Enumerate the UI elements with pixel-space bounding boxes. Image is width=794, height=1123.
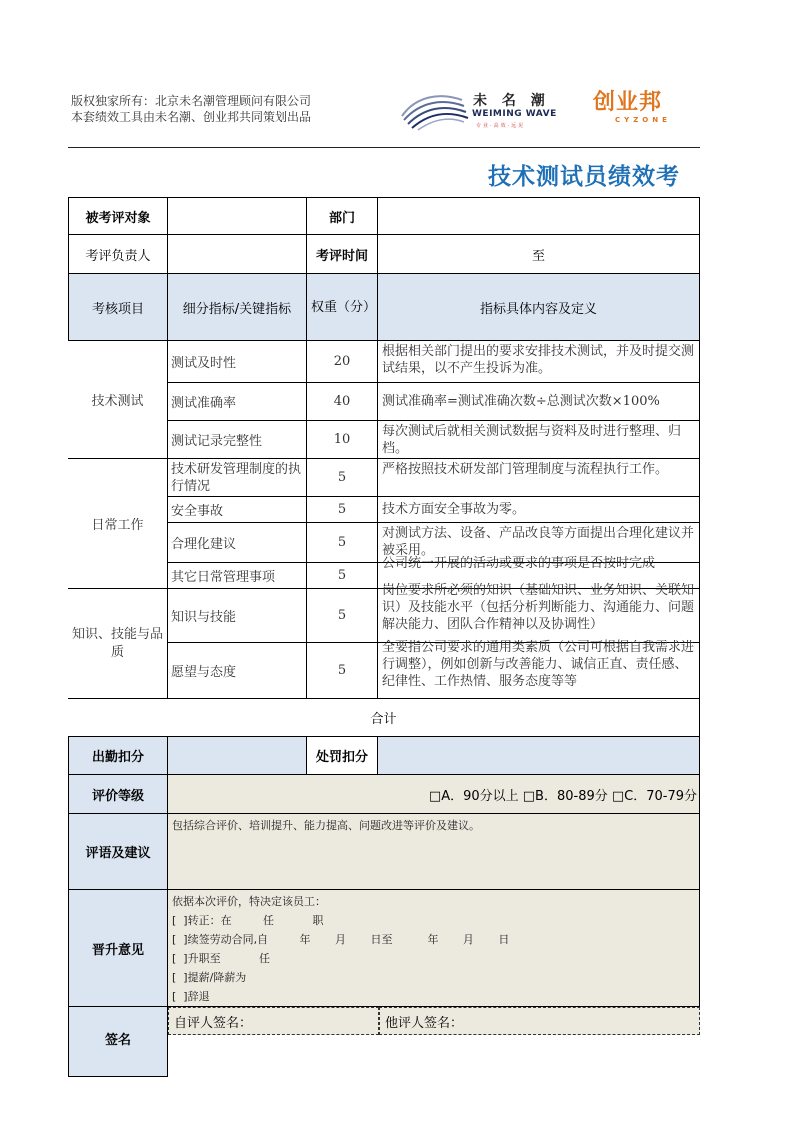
weiming-logo-slogan: 专业·高效·远见 xyxy=(476,123,526,129)
header-divider xyxy=(68,147,700,148)
evaluator-field[interactable] xyxy=(168,235,307,274)
definition-cell: 对测试方法、设备、产品改良等方面提出合理化建议并被采用。 xyxy=(378,523,700,563)
definition-cell xyxy=(378,640,700,699)
promotion-line: [ ]辞退 xyxy=(172,990,210,1003)
total-label: 合计 xyxy=(370,712,397,727)
penalty-label: 处罚扣分 xyxy=(307,737,378,775)
promotion-line: [ ]续签劳动合同,自 年 月 日至 年 月 日 xyxy=(172,933,510,946)
kpi-cell: 愿望与态度 xyxy=(168,643,307,699)
definition-text: 公司统一开展的活动或要求的事项是否按时完成 xyxy=(382,556,656,571)
kpi-cell: 其它日常管理事项 xyxy=(168,563,307,589)
definition-text: 全要指公司要求的通用类素质（公司可根据自我需求进行调整），例如创新与改善能力、诚信正直、责任感、纪律性、工作热情、服务态度等等 xyxy=(382,640,695,689)
period-to-text: 至 xyxy=(531,248,545,264)
self-signature-field[interactable]: 自评人签名： xyxy=(168,1007,379,1035)
definition-cell: 严格按照技术研发部门管理制度与流程执行工作。 xyxy=(378,459,700,497)
definition-cell: 测试准确率=测试准确次数÷总测试次数×100% xyxy=(378,383,700,421)
appraisal-form xyxy=(68,197,700,1048)
promotion-line: [ ]提薪/降薪为 xyxy=(172,971,247,984)
period-field[interactable] xyxy=(378,235,700,274)
evaluatee-label: 被考评对象 xyxy=(68,197,168,235)
kpi-cell: 合理化建议 xyxy=(168,523,307,563)
total-row xyxy=(68,699,700,737)
promotion-line: [ ]转正：在 任 职 xyxy=(172,914,324,927)
wave-swirl-icon xyxy=(398,86,470,132)
evaluatee-field[interactable] xyxy=(168,197,307,235)
cyzone-logo-en: CYZONE xyxy=(615,116,671,124)
col-header-kpi: 细分指标/关键指标 xyxy=(168,274,307,341)
promotion-line: 依据本次评价，特决定该员工： xyxy=(172,895,326,908)
copyright-line-2: 本套绩效工具由未名潮、创业邦共同策划出品 xyxy=(71,110,312,124)
promotion-label: 晋升意见 xyxy=(68,890,168,1007)
weight-cell: 5 xyxy=(307,523,378,563)
kpi-cell: 技术研发管理制度的执行情况 xyxy=(168,459,307,497)
attendance-field[interactable] xyxy=(168,737,307,775)
copyright-notice xyxy=(71,93,311,125)
weight-cell: 5 xyxy=(307,589,378,643)
weight-cell: 5 xyxy=(307,563,378,589)
grade-label: 评价等级 xyxy=(68,775,168,814)
weight-cell: 10 xyxy=(307,421,378,459)
promotion-line: [ ]升职至 任 xyxy=(172,952,271,965)
signature-label: 签名 xyxy=(68,1007,168,1077)
comments-field[interactable]: 包括综合评价、培训提升、能力提高、问题改进等评价及建议。 xyxy=(168,814,700,890)
weiming-logo-en: WEIMING WAVE xyxy=(472,109,557,119)
group-name-daily-work: 日常工作 xyxy=(68,459,168,589)
period-label: 考评时间 xyxy=(307,235,378,274)
page-title: 技术测试员绩效考 xyxy=(488,164,680,190)
kpi-cell: 测试及时性 xyxy=(168,341,307,383)
definition-text: 岗位要求所必须的知识（基础知识、业务知识、关联知识）及技能水平（包括分析判断能力、沟通能力、问题解决能力、团队合作精神以及协调性） xyxy=(382,583,695,632)
attendance-label: 出勤扣分 xyxy=(68,737,168,775)
weight-cell: 40 xyxy=(307,383,378,421)
weight-cell: 5 xyxy=(307,459,378,497)
weiming-wave-logo xyxy=(398,86,557,132)
cyzone-logo-cn: 创业邦 xyxy=(593,90,663,115)
definition-cell: 每次测试后就相关测试数据与资料及时进行整理、归档。 xyxy=(378,421,700,459)
weiming-logo-cn: 未 名 潮 xyxy=(473,93,550,109)
kpi-cell: 测试记录完整性 xyxy=(168,421,307,459)
promotion-field[interactable] xyxy=(168,890,700,1007)
col-header-definition: 指标具体内容及定义 xyxy=(378,274,700,341)
col-header-item: 考核项目 xyxy=(68,274,168,341)
group-name-knowledge-skills: 知识、技能与品质 xyxy=(68,589,168,699)
weight-cell: 5 xyxy=(307,643,378,699)
definition-cell: 根据相关部门提出的要求安排技术测试，并及时提交测试结果，以不产生投诉为准。 xyxy=(378,341,700,383)
definition-cell xyxy=(378,583,700,643)
dept-field[interactable] xyxy=(378,197,700,235)
group-name-tech-test: 技术测试 xyxy=(68,341,168,459)
kpi-cell: 知识与技能 xyxy=(168,589,307,643)
grade-options[interactable]: □A．90分以上 □B．80-89分 □C．70-79分 xyxy=(168,775,700,814)
copyright-line-1: 版权独家所有：北京未名潮管理顾问有限公司 xyxy=(71,94,312,108)
comments-label: 评语及建议 xyxy=(68,814,168,890)
kpi-cell: 测试准确率 xyxy=(168,383,307,421)
kpi-cell: 安全事故 xyxy=(168,497,307,523)
weight-cell: 5 xyxy=(307,497,378,523)
weight-cell: 20 xyxy=(307,341,378,383)
penalty-field[interactable] xyxy=(378,737,700,775)
definition-cell: 技术方面安全事故为零。 xyxy=(378,497,700,523)
evaluator-label: 考评负责人 xyxy=(68,235,168,274)
cyzone-logo xyxy=(593,90,673,126)
col-header-weight: 权重（分） xyxy=(307,274,378,341)
other-signature-field[interactable]: 他评人签名： xyxy=(379,1007,700,1035)
dept-label: 部门 xyxy=(307,197,378,235)
